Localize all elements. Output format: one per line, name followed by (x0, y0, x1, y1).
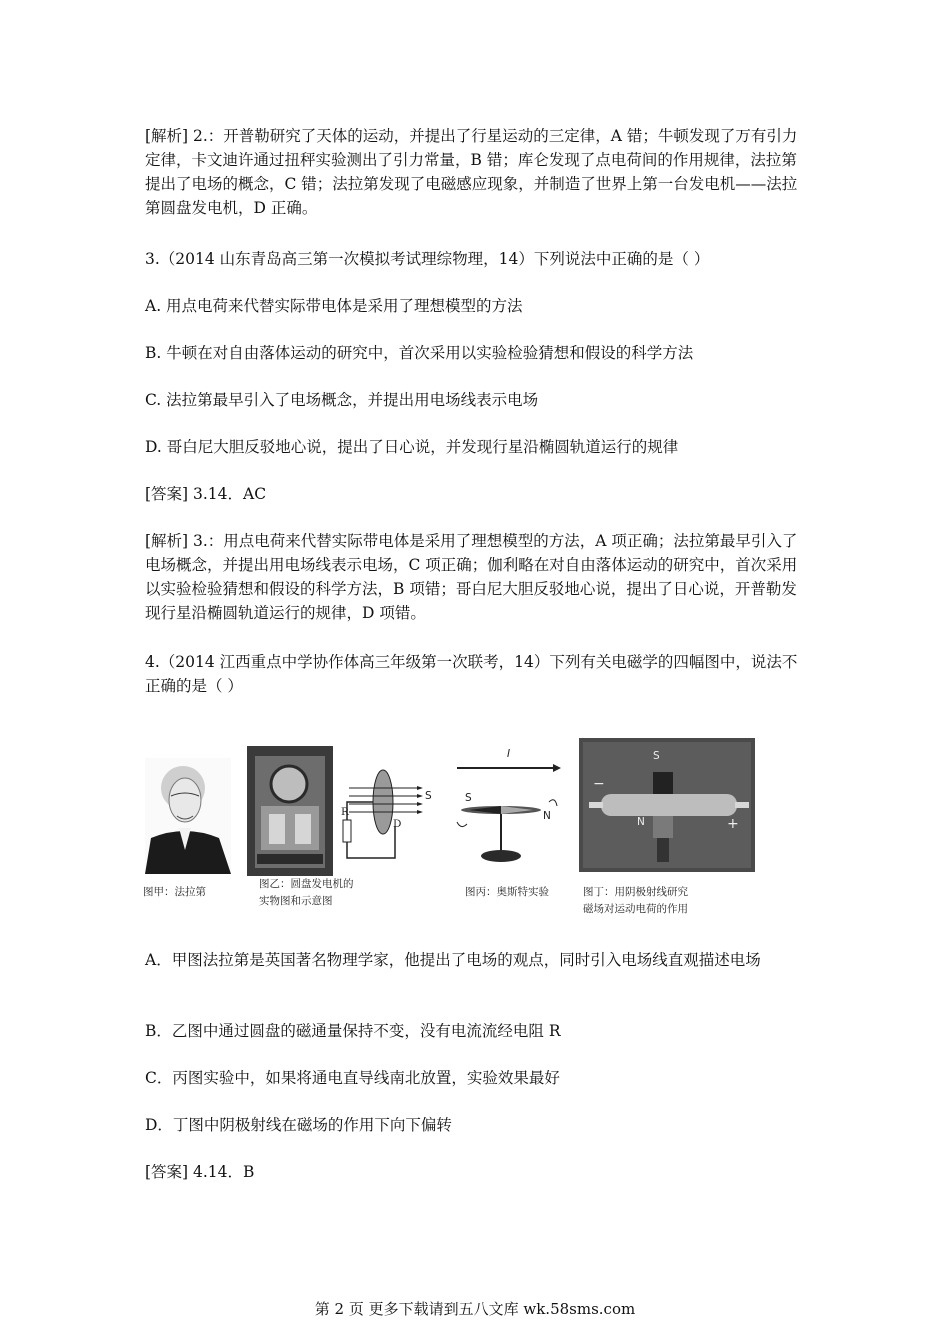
cathode-ray-tube-photo (579, 738, 755, 872)
question-3-option-a: A. 用点电荷来代替实际带电体是采用了理想模型的方法 (145, 297, 523, 315)
disc-generator-photo (247, 746, 333, 876)
question-3-option-b: B. 牛顿在对自由落体运动的研究中，首次采用以实验检验猜想和假设的科学方法 (145, 344, 694, 362)
question-4-option-a: A．甲图法拉第是英国著名物理学家，他提出了电场的观点，同时引入电场线直观描述电场 (145, 951, 761, 969)
faraday-portrait-image (145, 758, 231, 874)
label-s-compass: S (465, 792, 472, 804)
caption-yi-line1: 图乙：圆盘发电机的 (259, 878, 354, 890)
question-3-option-d: D. 哥白尼大胆反驳地心说，提出了日心说，并发现行星沿椭圆轨道运行的规律 (145, 438, 679, 456)
label-n-compass: N (543, 810, 551, 822)
oersted-experiment-diagram (449, 744, 569, 874)
question-4-option-d: D．丁图中阴极射线在磁场的作用下向下偏转 (145, 1116, 452, 1134)
label-s-magnet: S (653, 750, 660, 762)
label-plus: + (727, 816, 739, 832)
explanation-3: [解析] 3.：用点电荷来代替实际带电体是采用了理想模型的方法，A 项正确；法拉第最早引入了电场概念，并提出用电场线表示电场，C 项正确；伽利略在对自由落体运动的研究中，首次采用以实验检验猜想和假设的科学方法，B 项错；哥白尼大胆反驳地心说，提出了日心说，开普勒发现行星沿椭圆轨道运行的规律，D 项错。 (145, 532, 798, 622)
answer-3: [答案] 3.14．AC (145, 485, 267, 503)
question-4-option-b: B．乙图中通过圆盘的磁通量保持不变，没有电流流经电阻 R (145, 1022, 561, 1040)
label-s-schematic: S (425, 790, 432, 802)
question-4: 4.（2014 江西重点中学协作体高三年级第一次联考，14）下列有关电磁学的四幅图中，说法不正确的是（ ） (145, 653, 798, 695)
answer-4: [答案] 4.14．B (145, 1163, 255, 1181)
page-footer: 第 2 页 更多下载请到五八文库 wk.58sms.com (314, 1300, 636, 1318)
caption-yi-line2: 实物图和示意图 (259, 895, 333, 907)
label-current: I (507, 748, 511, 760)
caption-bing: 图丙：奥斯特实验 (465, 886, 549, 898)
caption-ding-line2: 磁场对运动电荷的作用 (583, 903, 688, 915)
label-minus: − (593, 776, 605, 792)
label-r: R (341, 806, 349, 818)
question-3-option-c: C. 法拉第最早引入了电场概念，并提出用电场线表示电场 (145, 391, 539, 409)
caption-ding-line1: 图丁：用阴极射线研究 (583, 886, 688, 898)
disc-generator-schematic (337, 762, 437, 872)
question-4-figure (143, 738, 755, 920)
label-n-magnet: N (637, 816, 645, 828)
explanation-2: [解析] 2.：开普勒研究了天体的运动，并提出了行星运动的三定律，A 错；牛顿发现了万有引力定律，卡文迪许通过扭秤实验测出了引力常量，B 错；库仑发现了点电荷间的作用规律，法拉第提出了电场的概念，C 错；法拉第发现了电磁感应现象，并制造了世界上第一台发电机——法拉第圆盘发电机，D 正确。 (145, 127, 798, 217)
caption-jia: 图甲：法拉第 (143, 886, 206, 898)
question-4-option-c: C．丙图实验中，如果将通电直导线南北放置，实验效果最好 (145, 1069, 560, 1087)
question-3: 3.（2014 山东青岛高三第一次模拟考试理综物理，14）下列说法中正确的是（ ） (145, 250, 710, 268)
label-d: D (393, 818, 402, 830)
